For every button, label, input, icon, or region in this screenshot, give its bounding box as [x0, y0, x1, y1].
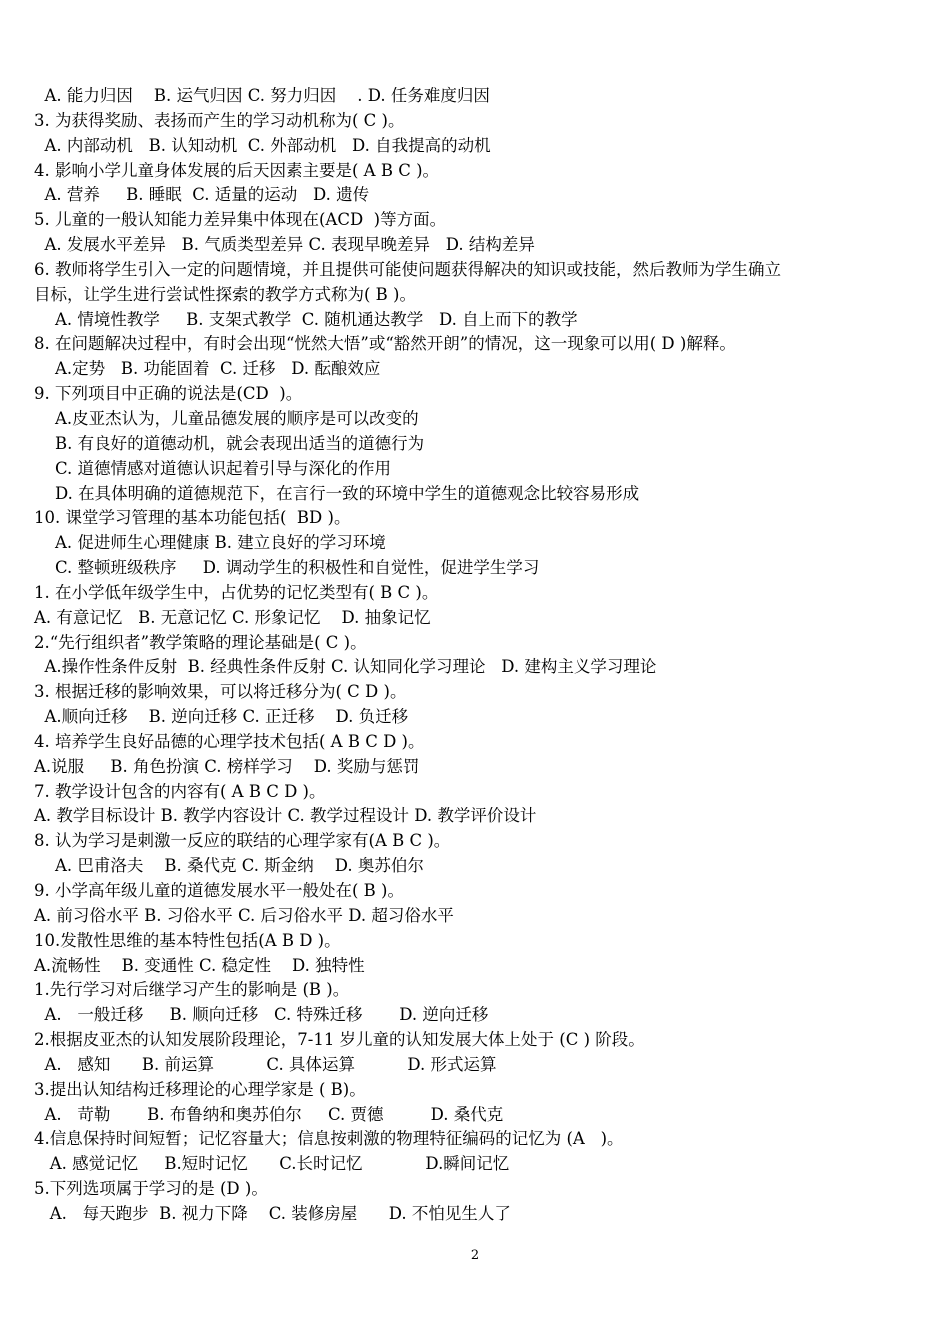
text-line: A. 教学目标设计 B. 教学内容设计 C. 教学过程设计 D. 教学评价设计: [34, 806, 537, 826]
text-line: 7. 教学设计包含的内容有( A B C D )。: [34, 781, 326, 801]
text-line: A. 每天跑步 B. 视力下降 C. 装修房屋 D. 不怕见生人了: [34, 1203, 511, 1223]
text-line: A. 前习俗水平 B. 习俗水平 C. 后习俗水平 D. 超习俗水平: [34, 905, 454, 925]
text-line: D. 在具体明确的道德规范下，在言行一致的环境中学生的道德观念比较容易形成: [34, 483, 640, 503]
text-line: 8. 认为学习是刺激一反应的联结的心理学家有(A B C )。: [34, 831, 451, 851]
text-line: A. 促进师生心理健康 B. 建立良好的学习环境: [34, 533, 386, 553]
text-line: A. 一般迁移 B. 顺向迁移 C. 特殊迁移 D. 逆向迁移: [34, 1005, 489, 1025]
text-line: A.说服 B. 角色扮演 C. 榜样学习 D. 奖励与惩罚: [34, 756, 420, 776]
question-list: [34, 84, 924, 1227]
text-line: A. 有意记忆 B. 无意记忆 C. 形象记忆 D. 抽象记忆: [34, 607, 431, 627]
text-line: 8. 在问题解决过程中，有时会出现“恍然大悟”或“豁然开朗”的情况，这一现象可以用( D )解释。: [34, 334, 736, 354]
text-line: A. 营养 B. 睡眠 C. 适量的运动 D. 遗传: [34, 185, 370, 205]
text-line: 1.先行学习对后继学习产生的影响是 (B )。: [34, 980, 350, 1000]
text-line: 6. 教师将学生引入一定的问题情境，并且提供可能使问题获得解决的知识或技能，然后教师为学生确立: [34, 259, 781, 279]
text-line: A.操作性条件反射 B. 经典性条件反射 C. 认知同化学习理论 D. 建构主义学习理论: [34, 657, 657, 677]
text-line: 3. 为获得奖励、表扬而产生的学习动机称为( C )。: [34, 110, 405, 130]
text-line: 4. 培养学生良好品德的心理学技术包括( A B C D )。: [34, 731, 425, 751]
text-line: C. 整顿班级秩序 D. 调动学生的积极性和自觉性，促进学生学习: [34, 558, 540, 578]
text-line: A. 情境性教学 B. 支架式教学 C. 随机通达教学 D. 自上而下的教学: [34, 309, 578, 329]
text-line: 3. 根据迁移的影响效果，可以将迁移分为( C D )。: [34, 682, 407, 702]
text-line: 5. 儿童的一般认知能力差异集中体现在(ACD )等方面。: [34, 210, 447, 230]
text-line: 9. 小学高年级儿童的道德发展水平一般处在( B )。: [34, 881, 404, 900]
text-line: A.流畅性 B. 变通性 C. 稳定性 D. 独特性: [34, 955, 365, 975]
text-line: A.顺向迁移 B. 逆向迁移 C. 正迁移 D. 负迁移: [34, 707, 409, 727]
text-line: A. 内部动机 B. 认知动机 C. 外部动机 D. 自我提高的动机: [34, 135, 491, 155]
text-line: B. 有良好的道德动机，就会表现出适当的道德行为: [34, 433, 425, 453]
text-line: C. 道德情感对道德认识起着引导与深化的作用: [34, 458, 392, 478]
text-line: A. 感觉记忆 B.短时记忆 C.长时记忆 D.瞬间记忆: [34, 1154, 510, 1174]
text-line: 目标，让学生进行尝试性探索的教学方式称为( B )。: [34, 284, 416, 304]
text-line: 5.下列选项属于学习的是 (D )。: [34, 1179, 268, 1199]
text-line: 4. 影响小学儿童身体发展的后天因素主要是( A B C )。: [34, 160, 440, 180]
text-line: A.定势 B. 功能固着 C. 迁移 D. 酝酿效应: [34, 359, 381, 379]
text-line: 10.发散性思维的基本特性包括(A B D )。: [34, 930, 341, 950]
text-line: A. 巴甫洛夫 B. 桑代克 C. 斯金纳 D. 奥苏伯尔: [34, 856, 424, 876]
page-number: 2: [470, 1248, 480, 1263]
text-line: A. 能力归因 B. 运气归因 C. 努力归因 . D. 任务难度归因: [34, 86, 490, 105]
text-line: 1. 在小学低年级学生中，占优势的记忆类型有( B C )。: [34, 582, 439, 602]
text-line: A. 发展水平差异 B. 气质类型差异 C. 表现早晚差异 D. 结构差异: [34, 235, 535, 255]
text-line: A. 苛勒 B. 布鲁纳和奥苏伯尔 C. 贾德 D. 桑代克: [34, 1104, 504, 1124]
text-line: A. 感知 B. 前运算 C. 具体运算 D. 形式运算: [34, 1054, 497, 1074]
text-line: 2.根据皮亚杰的认知发展阶段理论，7-11 岁儿童的认知发展大体上处于 (C ) 阶段。: [34, 1030, 645, 1050]
text-line: 4.信息保持时间短暂；记忆容量大；信息按刺激的物理特征编码的记忆为 (A )。: [34, 1129, 624, 1149]
text-line: 3.提出认知结构迁移理论的心理学家是 ( B)。: [34, 1079, 366, 1099]
text-line: 10. 课堂学习管理的基本功能包括( BD )。: [34, 508, 351, 528]
text-line: 2.“先行组织者”教学策略的理论基础是( C )。: [34, 632, 367, 652]
text-line: A.皮亚杰认为，儿童品德发展的顺序是可以改变的: [34, 408, 419, 428]
text-line: 9. 下列项目中正确的说法是(CD )。: [34, 384, 303, 404]
